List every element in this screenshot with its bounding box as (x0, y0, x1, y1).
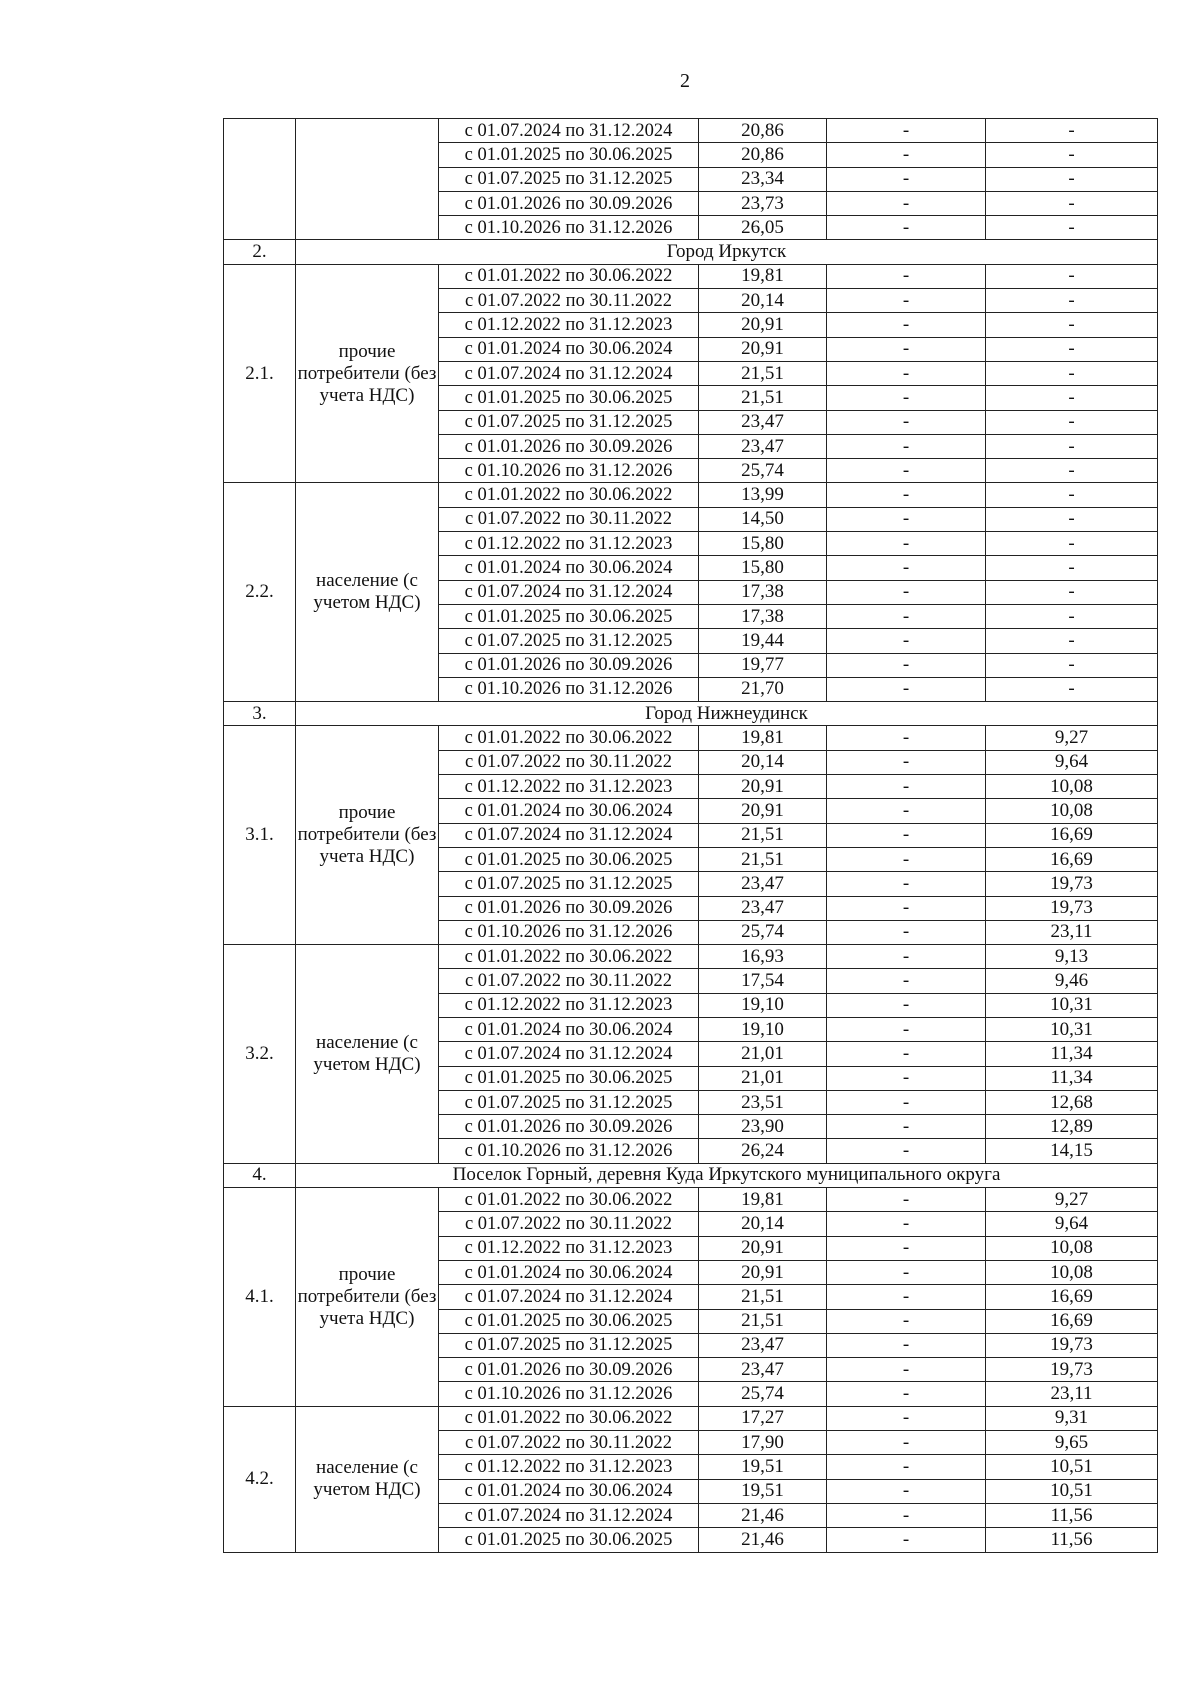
second-tariff-cell: 19,73 (986, 872, 1158, 896)
table-row (224, 264, 1158, 288)
period-cell: с 01.10.2026 по 31.12.2026 (439, 216, 699, 240)
period-cell: с 01.01.2026 по 30.09.2026 (439, 1358, 699, 1382)
tariff-value-cell: 23,90 (699, 1115, 827, 1139)
tariff-value-cell: 23,47 (699, 896, 827, 920)
period-cell: с 01.12.2022 по 31.12.2023 (439, 775, 699, 799)
period-cell: с 01.01.2024 по 30.06.2024 (439, 1479, 699, 1503)
component-value-cell: - (827, 1455, 986, 1479)
period-cell: с 01.10.2026 по 31.12.2026 (439, 920, 699, 944)
period-cell: с 01.01.2024 по 30.06.2024 (439, 1017, 699, 1041)
second-tariff-cell: 11,56 (986, 1503, 1158, 1527)
component-value-cell: - (827, 289, 986, 313)
period-cell: с 01.12.2022 по 31.12.2023 (439, 993, 699, 1017)
component-value-cell: - (827, 191, 986, 215)
tariff-value-cell: 20,14 (699, 289, 827, 313)
table-row (224, 1406, 1158, 1430)
second-tariff-cell: 9,31 (986, 1406, 1158, 1430)
period-cell: с 01.01.2026 по 30.09.2026 (439, 653, 699, 677)
tariff-value-cell: 21,01 (699, 1042, 827, 1066)
period-cell: с 01.01.2022 по 30.06.2022 (439, 264, 699, 288)
second-tariff-cell: - (986, 604, 1158, 628)
period-cell: с 01.07.2024 по 31.12.2024 (439, 119, 699, 143)
period-cell: с 01.01.2024 по 30.06.2024 (439, 1260, 699, 1284)
component-value-cell: - (827, 1479, 986, 1503)
second-tariff-cell: 10,08 (986, 799, 1158, 823)
section-title: Поселок Горный, деревня Куда Иркутского муниципального округа (296, 1163, 1158, 1187)
second-tariff-cell: - (986, 264, 1158, 288)
group-number: 4.2. (224, 1406, 296, 1552)
second-tariff-cell: 9,27 (986, 1188, 1158, 1212)
component-value-cell: - (827, 119, 986, 143)
tariff-value-cell: 23,47 (699, 410, 827, 434)
component-value-cell: - (827, 1188, 986, 1212)
consumer-category: население (с учетом НДС) (296, 483, 439, 702)
tariff-value-cell: 20,91 (699, 1260, 827, 1284)
second-tariff-cell: - (986, 653, 1158, 677)
component-value-cell: - (827, 386, 986, 410)
second-tariff-cell: - (986, 580, 1158, 604)
second-tariff-cell: 9,46 (986, 969, 1158, 993)
tariff-value-cell: 19,81 (699, 1188, 827, 1212)
period-cell: с 01.07.2025 по 31.12.2025 (439, 410, 699, 434)
second-tariff-cell: 23,11 (986, 920, 1158, 944)
component-value-cell: - (827, 629, 986, 653)
period-cell: с 01.07.2022 по 30.11.2022 (439, 969, 699, 993)
section-header-row (224, 240, 1158, 264)
period-cell: с 01.01.2025 по 30.06.2025 (439, 143, 699, 167)
period-cell: с 01.07.2024 по 31.12.2024 (439, 580, 699, 604)
period-cell: с 01.12.2022 по 31.12.2023 (439, 1455, 699, 1479)
tariff-value-cell: 23,47 (699, 1333, 827, 1357)
period-cell: с 01.12.2022 по 31.12.2023 (439, 1236, 699, 1260)
tariff-value-cell: 20,91 (699, 313, 827, 337)
table-body (224, 119, 1158, 1553)
period-cell: с 01.07.2025 по 31.12.2025 (439, 1333, 699, 1357)
period-cell: с 01.01.2025 по 30.06.2025 (439, 1066, 699, 1090)
second-tariff-cell: 19,73 (986, 896, 1158, 920)
period-cell: с 01.01.2025 по 30.06.2025 (439, 386, 699, 410)
group-number: 2.2. (224, 483, 296, 702)
period-cell: с 01.01.2024 по 30.06.2024 (439, 337, 699, 361)
second-tariff-cell: - (986, 216, 1158, 240)
period-cell: с 01.07.2022 по 30.11.2022 (439, 289, 699, 313)
period-cell: с 01.12.2022 по 31.12.2023 (439, 313, 699, 337)
tariff-table (223, 118, 1158, 1553)
tariff-value-cell: 13,99 (699, 483, 827, 507)
tariff-value-cell: 17,38 (699, 580, 827, 604)
period-cell: с 01.12.2022 по 31.12.2023 (439, 532, 699, 556)
tariff-value-cell: 23,47 (699, 434, 827, 458)
period-cell: с 01.01.2026 по 30.09.2026 (439, 896, 699, 920)
period-cell: с 01.07.2024 по 31.12.2024 (439, 361, 699, 385)
period-cell: с 01.07.2022 по 30.11.2022 (439, 1212, 699, 1236)
group-number: 4.1. (224, 1188, 296, 1407)
table-row (224, 945, 1158, 969)
tariff-value-cell: 21,46 (699, 1503, 827, 1527)
component-value-cell: - (827, 580, 986, 604)
group-number: 3.1. (224, 726, 296, 945)
tariff-value-cell: 23,73 (699, 191, 827, 215)
component-value-cell: - (827, 532, 986, 556)
component-value-cell: - (827, 1382, 986, 1406)
second-tariff-cell: 19,73 (986, 1358, 1158, 1382)
second-tariff-cell: - (986, 313, 1158, 337)
period-cell: с 01.01.2026 по 30.09.2026 (439, 1115, 699, 1139)
component-value-cell: - (827, 1260, 986, 1284)
second-tariff-cell: 9,64 (986, 1212, 1158, 1236)
tariff-value-cell: 20,14 (699, 1212, 827, 1236)
tariff-value-cell: 15,80 (699, 532, 827, 556)
second-tariff-cell: - (986, 386, 1158, 410)
second-tariff-cell: - (986, 629, 1158, 653)
second-tariff-cell: 11,34 (986, 1066, 1158, 1090)
second-tariff-cell: - (986, 119, 1158, 143)
second-tariff-cell: - (986, 361, 1158, 385)
tariff-value-cell: 20,86 (699, 143, 827, 167)
tariff-value-cell: 21,51 (699, 1309, 827, 1333)
second-tariff-cell: 10,31 (986, 993, 1158, 1017)
component-value-cell: - (827, 1017, 986, 1041)
period-cell: с 01.10.2026 по 31.12.2026 (439, 459, 699, 483)
tariff-value-cell: 19,10 (699, 993, 827, 1017)
component-value-cell: - (827, 1236, 986, 1260)
tariff-value-cell: 19,77 (699, 653, 827, 677)
component-value-cell: - (827, 993, 986, 1017)
tariff-value-cell: 20,86 (699, 119, 827, 143)
consumer-category: прочие потребители (без учета НДС) (296, 1188, 439, 1407)
group-number: 3.2. (224, 945, 296, 1164)
second-tariff-cell: - (986, 410, 1158, 434)
second-tariff-cell: - (986, 289, 1158, 313)
component-value-cell: - (827, 1212, 986, 1236)
component-value-cell: - (827, 216, 986, 240)
period-cell: с 01.01.2022 по 30.06.2022 (439, 726, 699, 750)
section-header-row (224, 1163, 1158, 1187)
tariff-value-cell: 21,51 (699, 847, 827, 871)
second-tariff-cell: 16,69 (986, 823, 1158, 847)
consumer-category: прочие потребители (без учета НДС) (296, 264, 439, 483)
second-tariff-cell: 9,64 (986, 750, 1158, 774)
component-value-cell: - (827, 945, 986, 969)
tariff-value-cell: 23,51 (699, 1090, 827, 1114)
component-value-cell: - (827, 726, 986, 750)
consumer-category: население (с учетом НДС) (296, 945, 439, 1164)
component-value-cell: - (827, 264, 986, 288)
component-value-cell: - (827, 1285, 986, 1309)
period-cell: с 01.01.2022 по 30.06.2022 (439, 945, 699, 969)
second-tariff-cell: 10,51 (986, 1455, 1158, 1479)
tariff-value-cell: 19,51 (699, 1479, 827, 1503)
component-value-cell: - (827, 1406, 986, 1430)
component-value-cell: - (827, 653, 986, 677)
component-value-cell: - (827, 750, 986, 774)
group-number (224, 119, 296, 240)
second-tariff-cell: 10,08 (986, 775, 1158, 799)
period-cell: с 01.01.2026 по 30.09.2026 (439, 434, 699, 458)
tariff-value-cell: 25,74 (699, 920, 827, 944)
second-tariff-cell: - (986, 507, 1158, 531)
component-value-cell: - (827, 556, 986, 580)
tariff-value-cell: 20,14 (699, 750, 827, 774)
period-cell: с 01.01.2025 по 30.06.2025 (439, 847, 699, 871)
second-tariff-cell: - (986, 459, 1158, 483)
second-tariff-cell: 10,31 (986, 1017, 1158, 1041)
component-value-cell: - (827, 1503, 986, 1527)
period-cell: с 01.01.2022 по 30.06.2022 (439, 1188, 699, 1212)
tariff-value-cell: 19,81 (699, 264, 827, 288)
component-value-cell: - (827, 459, 986, 483)
period-cell: с 01.01.2025 по 30.06.2025 (439, 604, 699, 628)
tariff-value-cell: 16,93 (699, 945, 827, 969)
component-value-cell: - (827, 604, 986, 628)
component-value-cell: - (827, 969, 986, 993)
component-value-cell: - (827, 872, 986, 896)
component-value-cell: - (827, 920, 986, 944)
tariff-value-cell: 26,24 (699, 1139, 827, 1163)
second-tariff-cell: 16,69 (986, 1309, 1158, 1333)
period-cell: с 01.07.2024 по 31.12.2024 (439, 1285, 699, 1309)
component-value-cell: - (827, 1528, 986, 1552)
component-value-cell: - (827, 507, 986, 531)
table-row (224, 726, 1158, 750)
component-value-cell: - (827, 1333, 986, 1357)
table-row (224, 1188, 1158, 1212)
component-value-cell: - (827, 775, 986, 799)
page-number: 2 (680, 70, 690, 92)
period-cell: с 01.07.2024 по 31.12.2024 (439, 1042, 699, 1066)
second-tariff-cell: 9,65 (986, 1431, 1158, 1455)
consumer-category: население (с учетом НДС) (296, 1406, 439, 1552)
component-value-cell: - (827, 1115, 986, 1139)
section-number: 3. (224, 702, 296, 726)
tariff-value-cell: 17,54 (699, 969, 827, 993)
tariff-value-cell: 21,51 (699, 1285, 827, 1309)
second-tariff-cell: - (986, 556, 1158, 580)
component-value-cell: - (827, 434, 986, 458)
period-cell: с 01.01.2026 по 30.09.2026 (439, 191, 699, 215)
tariff-value-cell: 21,51 (699, 361, 827, 385)
period-cell: с 01.07.2024 по 31.12.2024 (439, 823, 699, 847)
component-value-cell: - (827, 1309, 986, 1333)
component-value-cell: - (827, 143, 986, 167)
period-cell: с 01.07.2025 по 31.12.2025 (439, 629, 699, 653)
component-value-cell: - (827, 361, 986, 385)
section-number: 4. (224, 1163, 296, 1187)
second-tariff-cell: 10,08 (986, 1236, 1158, 1260)
second-tariff-cell: - (986, 143, 1158, 167)
period-cell: с 01.10.2026 по 31.12.2026 (439, 1139, 699, 1163)
tariff-value-cell: 20,91 (699, 799, 827, 823)
second-tariff-cell: 14,15 (986, 1139, 1158, 1163)
tariff-value-cell: 23,34 (699, 167, 827, 191)
component-value-cell: - (827, 410, 986, 434)
period-cell: с 01.07.2022 по 30.11.2022 (439, 507, 699, 531)
second-tariff-cell: - (986, 483, 1158, 507)
tariff-value-cell: 19,81 (699, 726, 827, 750)
section-title: Город Нижнеудинск (296, 702, 1158, 726)
component-value-cell: - (827, 896, 986, 920)
tariff-value-cell: 20,91 (699, 1236, 827, 1260)
tariff-value-cell: 21,51 (699, 823, 827, 847)
period-cell: с 01.07.2025 по 31.12.2025 (439, 167, 699, 191)
second-tariff-cell: - (986, 532, 1158, 556)
tariff-value-cell: 17,27 (699, 1406, 827, 1430)
component-value-cell: - (827, 677, 986, 701)
period-cell: с 01.07.2022 по 30.11.2022 (439, 1431, 699, 1455)
second-tariff-cell: 10,51 (986, 1479, 1158, 1503)
period-cell: с 01.07.2024 по 31.12.2024 (439, 1503, 699, 1527)
second-tariff-cell: - (986, 677, 1158, 701)
period-cell: с 01.07.2025 по 31.12.2025 (439, 872, 699, 896)
second-tariff-cell: 12,89 (986, 1115, 1158, 1139)
period-cell: с 01.10.2026 по 31.12.2026 (439, 677, 699, 701)
second-tariff-cell: 9,13 (986, 945, 1158, 969)
component-value-cell: - (827, 823, 986, 847)
period-cell: с 01.01.2024 по 30.06.2024 (439, 799, 699, 823)
tariff-value-cell: 19,51 (699, 1455, 827, 1479)
component-value-cell: - (827, 1042, 986, 1066)
tariff-value-cell: 20,91 (699, 337, 827, 361)
second-tariff-cell: 9,27 (986, 726, 1158, 750)
second-tariff-cell: 11,34 (986, 1042, 1158, 1066)
tariff-value-cell: 25,74 (699, 1382, 827, 1406)
consumer-category: прочие потребители (без учета НДС) (296, 726, 439, 945)
table-row (224, 119, 1158, 143)
period-cell: с 01.07.2022 по 30.11.2022 (439, 750, 699, 774)
tariff-value-cell: 19,44 (699, 629, 827, 653)
tariff-value-cell: 21,01 (699, 1066, 827, 1090)
tariff-value-cell: 14,50 (699, 507, 827, 531)
component-value-cell: - (827, 337, 986, 361)
component-value-cell: - (827, 313, 986, 337)
group-number: 2.1. (224, 264, 296, 483)
component-value-cell: - (827, 847, 986, 871)
section-number: 2. (224, 240, 296, 264)
tariff-value-cell: 20,91 (699, 775, 827, 799)
second-tariff-cell: - (986, 167, 1158, 191)
tariff-value-cell: 21,70 (699, 677, 827, 701)
period-cell: с 01.01.2025 по 30.06.2025 (439, 1309, 699, 1333)
component-value-cell: - (827, 1090, 986, 1114)
tariff-value-cell: 21,51 (699, 386, 827, 410)
second-tariff-cell: 16,69 (986, 847, 1158, 871)
tariff-value-cell: 25,74 (699, 459, 827, 483)
tariff-value-cell: 19,10 (699, 1017, 827, 1041)
period-cell: с 01.07.2025 по 31.12.2025 (439, 1090, 699, 1114)
tariff-value-cell: 17,90 (699, 1431, 827, 1455)
second-tariff-cell: - (986, 434, 1158, 458)
component-value-cell: - (827, 1358, 986, 1382)
component-value-cell: - (827, 799, 986, 823)
component-value-cell: - (827, 1431, 986, 1455)
second-tariff-cell: 10,08 (986, 1260, 1158, 1284)
component-value-cell: - (827, 167, 986, 191)
second-tariff-cell: 23,11 (986, 1382, 1158, 1406)
second-tariff-cell: - (986, 191, 1158, 215)
second-tariff-cell: - (986, 337, 1158, 361)
second-tariff-cell: 11,56 (986, 1528, 1158, 1552)
table-row (224, 483, 1158, 507)
tariff-value-cell: 23,47 (699, 1358, 827, 1382)
consumer-category (296, 119, 439, 240)
section-title: Город Иркутск (296, 240, 1158, 264)
period-cell: с 01.01.2025 по 30.06.2025 (439, 1528, 699, 1552)
period-cell: с 01.01.2024 по 30.06.2024 (439, 556, 699, 580)
period-cell: с 01.01.2022 по 30.06.2022 (439, 1406, 699, 1430)
tariff-value-cell: 23,47 (699, 872, 827, 896)
tariff-value-cell: 21,46 (699, 1528, 827, 1552)
tariff-value-cell: 15,80 (699, 556, 827, 580)
second-tariff-cell: 16,69 (986, 1285, 1158, 1309)
second-tariff-cell: 12,68 (986, 1090, 1158, 1114)
period-cell: с 01.01.2022 по 30.06.2022 (439, 483, 699, 507)
component-value-cell: - (827, 1066, 986, 1090)
second-tariff-cell: 19,73 (986, 1333, 1158, 1357)
tariff-value-cell: 26,05 (699, 216, 827, 240)
component-value-cell: - (827, 483, 986, 507)
component-value-cell: - (827, 1139, 986, 1163)
period-cell: с 01.10.2026 по 31.12.2026 (439, 1382, 699, 1406)
section-header-row (224, 702, 1158, 726)
tariff-value-cell: 17,38 (699, 604, 827, 628)
